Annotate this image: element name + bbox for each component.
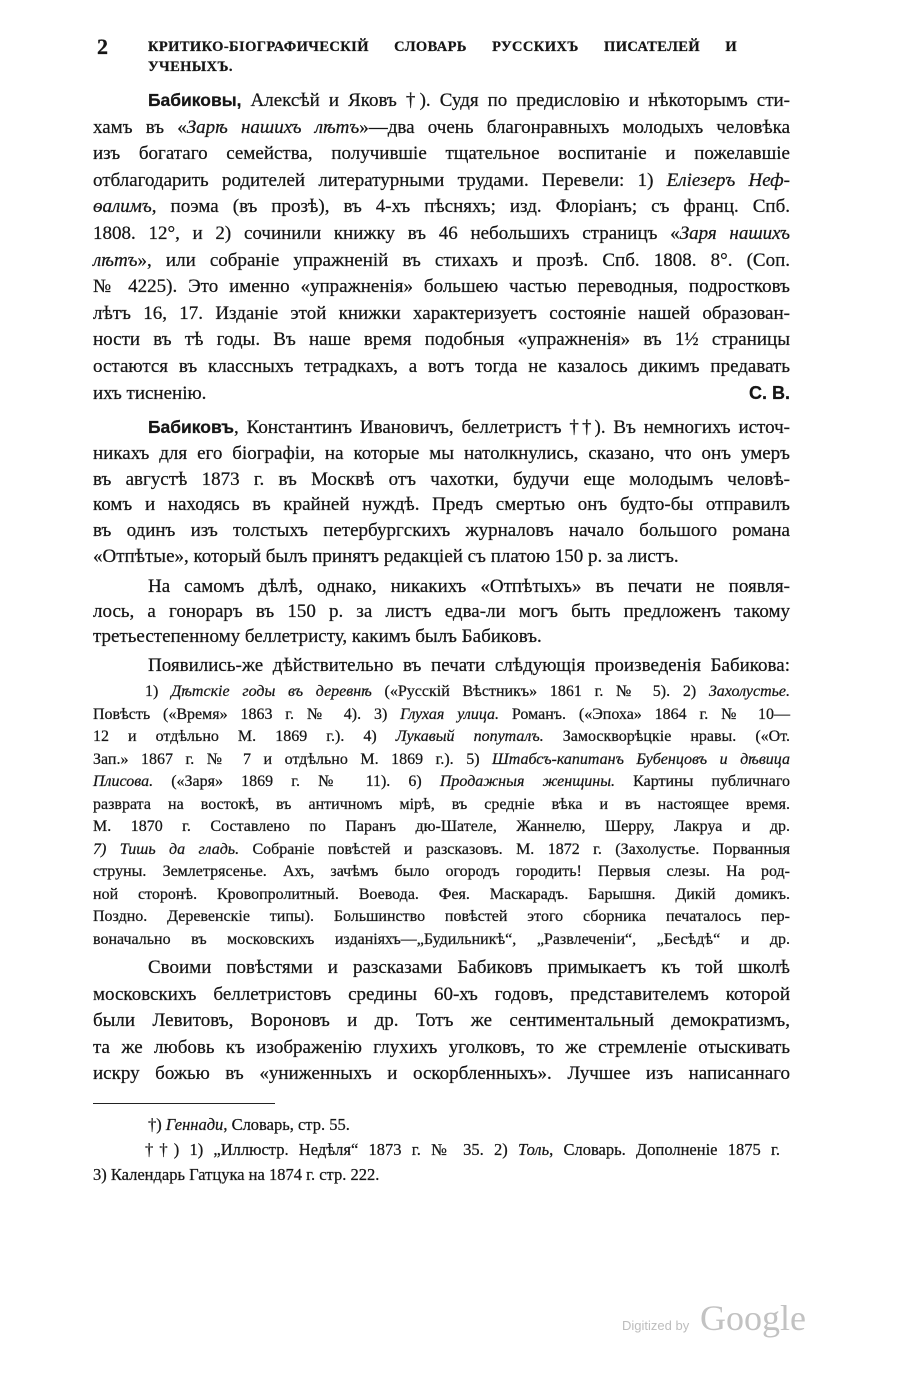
text-line [93,771,790,794]
italic-title-text: Дѣтскіе годы въ деревнѣ [171,683,372,700]
text-run: »—два очень благонравныхъ молодыхъ человѣка [359,116,791,138]
entry-babikovy-paragraph [93,87,790,407]
text-line [93,248,790,275]
text-run: †) [148,1115,166,1134]
text-run: ности въ тѣ годы. Въ наше время подобныя «упражненія» въ 1½ страницы [93,329,790,351]
text-line [93,906,790,929]
italic-title-text: Геннади [165,1115,224,1134]
text-line [93,194,790,221]
works-list [93,681,790,951]
italic-title-text: Зарѣ нашихъ лѣтъ [186,116,360,138]
text-run: Алексѣй и Яковъ †). Судя по предисловію и нѣкоторымъ сти- [241,90,790,111]
text-line [93,467,790,493]
text-line [93,982,790,1009]
text-run: Картины публичнаго [615,773,790,790]
text-line [93,839,790,862]
author-signature: С. В. [748,383,790,403]
watermark-logo: Google [700,1298,806,1338]
text-run: На самомъ дѣлѣ, однако, никакихъ «Отпѣтыхъ» въ печати не появля- [148,576,790,597]
text-run: Романъ. («Эпоха» 1864 г. № 10— [499,705,791,723]
text-run: ной сторонѣ. Кровопролитный. Воевода. Фея. Маскарадъ. Барышня. Дикій домикъ. [93,885,790,903]
text-run: Замоскворѣцкіе нравы. («От. [543,728,791,745]
page-number: 2 [97,34,108,59]
text-run: хамъ въ « [93,116,187,138]
text-run: , Константинъ Ивановичъ, беллетристъ ††). Въ немногихъ источ- [234,417,790,438]
text-line [93,574,790,599]
text-line [93,1008,790,1035]
text-line [93,141,790,168]
text-run: № 4225). Это именно «упражненія» большею частью переводныя, подростковъ [93,276,790,298]
text-line [93,1137,780,1162]
text-line [93,327,790,354]
text-run: Появились-же дѣйствительно въ печати слѣдующія произведенія Бабикова: [148,655,790,676]
text-line [93,884,790,907]
bold-headword: Бабиковъ [148,417,235,437]
text-run: та же любовь къ изображенію глухихъ уголковъ, то же стремленіе отыскивать [93,1036,790,1058]
entry-babikov-paragraph [93,415,790,570]
text-run: 1808. 12°, и 2) сочинили книжку въ 46 небольшихъ страницъ « [93,222,680,244]
text-line [93,653,790,678]
text-run: третьестепенному беллетристу, какимъ былъ Бабиковъ. [93,626,542,647]
running-title: КРИТИКО-БІОГРАФИЧЕСКІЙ СЛОВАРЬ РУССКИХЪ ПИСАТЕЛЕЙ И УЧЕНЫХЪ. [148,39,737,75]
text-line [93,1061,790,1088]
text-line [93,168,790,195]
text-run: московскихъ беллетристовъ средины 60-хъ годовъ, представителемъ которой [93,983,790,1005]
text-run: «Отпѣтые», который былъ принятъ редакціей съ платою 150 р. за листъ. [93,545,679,567]
text-run: отблагодарить родителей литературными трудами. Перевели: 1) [93,169,667,191]
footnote-divider [93,1103,275,1104]
text-run: , поэма (въ прозѣ), въ 4-хъ пѣсняхъ; изд. Флоріанъ; съ франц. Спб. [151,196,790,218]
text-run: никахъ для его біографіи, на которые мы натолкнулись, сказано, что онъ умеръ [93,442,790,464]
text-line [93,861,790,884]
italic-title-text: Захолустье. [708,683,791,700]
text-line [93,624,790,649]
text-run: Своими повѣстями и разсказами Бабиковъ примыкаетъ къ той школѣ [148,957,790,978]
text-line [93,274,790,301]
text-run: Собраніе повѣстей и разсказовъ. М. 1872 г. (Захолустье. Порванныя [239,840,791,858]
text-run: , Словарь, стр. 55. [223,1115,350,1134]
italic-title-text: ѳалимъ [93,196,152,218]
text-run: въ одинъ изъ толстыхъ петербургскихъ журналовъ начало большого романа [93,520,790,542]
italic-title-text: Продажныя женщины. [439,773,616,790]
text-line [93,929,790,952]
text-run: лѣтъ 16, 17. Изданіе этой книжки характеризуетъ состояніе нашей образован- [93,302,790,324]
entry-babikov-paragraph-3 [93,955,790,1088]
text-line [93,415,790,441]
text-line [93,1162,780,1187]
text-line [93,1035,790,1062]
italic-title-text: Штабсъ-капитанъ Бубенцовъ и дѣвица [492,750,790,768]
text-line [93,518,790,544]
text-line [93,816,790,839]
italic-title-text: 7) Тишь да гладь. [93,840,240,858]
italic-title-text: Глухая улица. [400,705,500,723]
text-run: струны. Землетрясенье. Ахъ, зачѣмъ было огородъ городить! Первыя слезы. На род- [93,863,790,880]
watermark-prefix: Digitized by [622,1318,690,1333]
italic-title-text: Лукавый попуталъ. [395,728,544,745]
text-line [93,381,790,408]
text-run: въ августѣ 1873 г. въ Москвѣ отъ чахотки, будучи еще молодымъ человѣ- [93,468,790,490]
text-line [93,704,790,727]
text-run: («Русскій Вѣстникъ» 1861 г. № 5). 2) [371,683,709,700]
text-run: были Левитовъ, Вороновъ и др. Тотъ же сентиментальный демократизмъ, [93,1010,790,1031]
text-run: воначально въ московскихъ изданіяхъ—„Будильникѣ“, „Развлеченіи“, „Бесѣдѣ“ и др. [93,930,790,948]
italic-title-text: лѣтъ [93,249,138,271]
italic-title-text: Заря нашихъ [679,222,790,244]
italic-title-text: Плисова. [93,773,154,790]
italic-title-text: Еліезеръ Неф- [666,169,790,191]
text-run: ††) 1) „Иллюстр. Недѣля“ 1873 г. № 35. 2) [145,1140,518,1159]
text-run: Зап.» 1867 г. № 7 и отдѣльно М. 1869 г.). 5) [93,750,493,768]
text-run: Поздно. Деревенскіе типы). Большинство повѣстей этого сборника печаталось пер- [93,908,790,925]
text-run: («Заря» 1869 г. № 11). 6) [153,773,440,790]
text-line [93,115,790,142]
text-line [93,492,790,518]
text-line [93,794,790,817]
text-line [93,599,790,624]
text-line [93,749,790,772]
text-run: изъ богатаго семейства, получившіе тщательное воспитаніе и пожелавшіе [93,143,790,165]
text-line [93,354,790,381]
entry-babikov-paragraph-2 [93,574,790,649]
text-run: Повѣсть («Время» 1863 г. № 4). 3) [93,705,401,723]
text-run: разврата на востокѣ, въ античномъ мірѣ, въ средніе вѣка и въ настоящее время. [93,795,790,813]
text-run: М. 1870 г. Составлено по Паранъ дю-Шателе, Жаннелю, Шерру, Лакруа и др. [93,818,790,835]
text-run: 3) Календарь Гатцука на 1874 г. стр. 222. [93,1165,380,1184]
text-line [93,87,790,115]
text-run: искру божью въ «униженныхъ и оскорбленныхъ». Лучшее изъ написаннаго [93,1063,790,1084]
bold-headword: Бабиковы, [148,90,242,110]
text-line [93,301,790,328]
works-intro-paragraph [93,653,790,678]
text-run: , Словарь. Дополненіе 1875 г. [549,1140,780,1159]
text-run: », или собраніе упражненій въ стихахъ и прозѣ. Спб. 1808. 8°. (Соп. [137,249,790,271]
text-line [93,221,790,248]
footnotes [93,1112,780,1187]
text-line [93,441,790,467]
text-run: лось, а гонораръ въ 150 р. за листъ едва-ли могъ быть предложенъ такому [93,601,790,622]
text-line [93,544,790,570]
text-run: 1) [145,683,172,700]
text-line [93,955,790,982]
text-run: ихъ тисненію. [93,382,207,404]
text-run: комъ и находясь въ крайней нуждѣ. Предъ смертью онъ будто-бы отправилъ [93,494,790,516]
text-run: 12 и отдѣльно М. 1869 г.). 4) [93,728,396,745]
italic-title-text: Толь [518,1140,550,1159]
text-line [93,726,790,749]
text-run: остаются въ классныхъ тетрадкахъ, а вотъ тогда не казалось дикимъ предавать [93,355,790,377]
text-line [93,1112,780,1137]
text-line [93,681,790,704]
